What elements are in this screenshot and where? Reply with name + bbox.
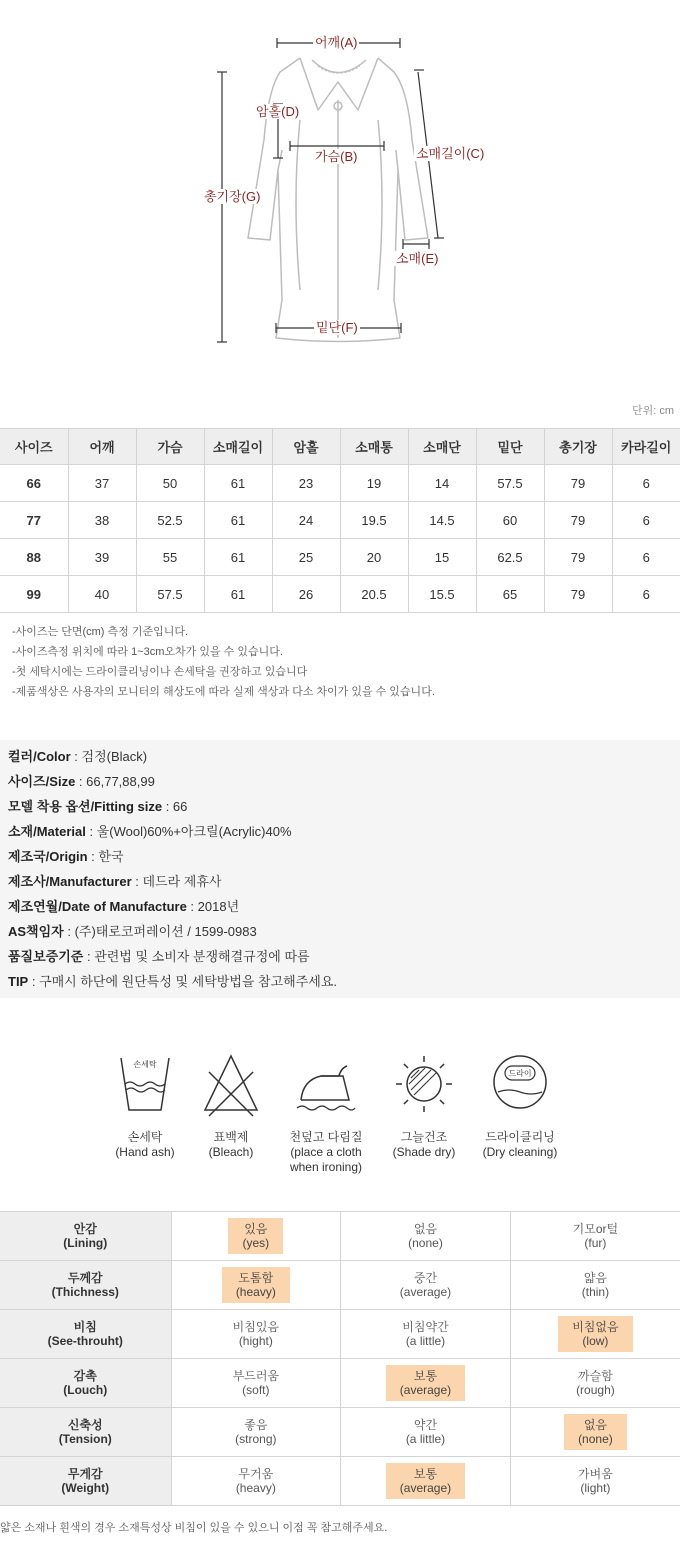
fabric-row-thickness [0, 1261, 680, 1310]
table-cell: 50 [136, 465, 204, 502]
table-cell: 57.5 [476, 465, 544, 502]
col-sleeve-width: 소매통 [340, 429, 408, 465]
shade-dry-icon [389, 1050, 459, 1122]
size-notes [12, 622, 435, 702]
fabric-option: 중간 (average) [341, 1261, 511, 1310]
care-dry-cleaning [470, 1050, 570, 1160]
spec-material: 소재/Material : 울(Wool)60%+아크릴(Acrylic)40% [8, 824, 292, 839]
dry-circle-text: 드라이 [508, 1069, 532, 1078]
spec-size: 사이즈/Size : 66,77,88,99 [8, 774, 155, 789]
dry-cleaning-icon [485, 1050, 555, 1122]
selected-option: 도톰함 (heavy) [222, 1267, 290, 1303]
care-label: 드라이클리닝 (Dry cleaning) [482, 1130, 558, 1159]
fabric-option: 없음 (none) [341, 1212, 511, 1261]
selected-option: 없음 (none) [564, 1414, 627, 1450]
table-cell: 38 [68, 502, 136, 539]
spec-color: 컬러/Color : 검정(Black) [8, 749, 148, 764]
col-shoulder: 어깨 [68, 429, 136, 465]
table-cell: 79 [544, 576, 612, 613]
table-cell: 39 [68, 539, 136, 576]
table-cell: 14.5 [408, 502, 476, 539]
size-table-header [0, 429, 680, 465]
fabric-key: 무게감 (Weight) [0, 1457, 171, 1506]
table-cell: 57.5 [136, 576, 204, 613]
label-cuff: 소매(E) [396, 251, 439, 266]
care-iron [276, 1050, 376, 1175]
table-cell: 37 [68, 465, 136, 502]
fabric-option [341, 1457, 511, 1506]
spec-origin: 제조국/Origin : 한국 [8, 849, 124, 864]
selected-option: 있음 (yes) [228, 1218, 283, 1254]
hand-wash-tub-text: 손세탁 [133, 1060, 157, 1069]
table-cell: 19 [340, 465, 408, 502]
iron-icon [291, 1050, 361, 1122]
fabric-option: 가벼움 (light) [510, 1457, 680, 1506]
label-chest: 가슴(B) [315, 149, 358, 164]
care-label: 천덮고 다림질 (place a cloth when ironing) [289, 1130, 363, 1174]
col-collar-length: 카라길이 [612, 429, 680, 465]
care-shade-dry [374, 1050, 474, 1160]
fabric-key: 두께감 (Thichness) [0, 1261, 171, 1310]
table-cell: 55 [136, 539, 204, 576]
fabric-option: 기모or털 (fur) [510, 1212, 680, 1261]
product-spec [0, 740, 680, 998]
fabric-row-touch [0, 1359, 680, 1408]
fabric-properties-table [0, 1211, 680, 1506]
fabric-key: 안감 (Lining) [0, 1212, 171, 1261]
table-cell: 65 [476, 576, 544, 613]
table-cell: 20 [340, 539, 408, 576]
fabric-key: 비침 (See-throuht) [0, 1310, 171, 1359]
table-cell: 25 [272, 539, 340, 576]
fabric-option: 무거움 (heavy) [171, 1457, 341, 1506]
footer-note: 얇은 소재나 흰색의 경우 소재특성상 비침이 있을 수 있으니 이점 꼭 참고해주세요. [0, 1522, 388, 1534]
fabric-key: 감촉 (Louch) [0, 1359, 171, 1408]
table-row [0, 502, 680, 539]
col-total-length: 총기장 [544, 429, 612, 465]
note-line: -사이즈측정 위치에 따라 1~3cm오차가 있을 수 있습니다. [12, 646, 283, 658]
care-label: 표백제 (Bleach) [208, 1130, 254, 1159]
table-cell: 66 [0, 465, 68, 502]
col-sleeve-length: 소매길이 [204, 429, 272, 465]
col-size: 사이즈 [0, 429, 68, 465]
fabric-option [510, 1408, 680, 1457]
table-cell: 6 [612, 539, 680, 576]
care-bleach [181, 1050, 281, 1160]
table-row [0, 539, 680, 576]
table-cell: 20.5 [340, 576, 408, 613]
fabric-row-lining [0, 1212, 680, 1261]
table-cell: 61 [204, 465, 272, 502]
size-table [0, 428, 680, 613]
table-cell: 24 [272, 502, 340, 539]
fabric-option: 까슬함 (rough) [510, 1359, 680, 1408]
table-cell: 6 [612, 502, 680, 539]
coat-diagram [0, 0, 680, 360]
fabric-option: 부드러움 (soft) [171, 1359, 341, 1408]
hand-wash-icon [115, 1050, 175, 1122]
table-cell: 99 [0, 576, 68, 613]
table-cell: 60 [476, 502, 544, 539]
selected-option: 비침없음 (low) [558, 1316, 632, 1352]
spec-as-contact: AS책임자 : (주)태로코퍼레이션 / 1599-0983 [8, 924, 257, 939]
table-cell: 79 [544, 502, 612, 539]
unit-label: 단위: cm [631, 405, 674, 417]
fabric-option: 얇음 (thin) [510, 1261, 680, 1310]
col-hem: 밑단 [476, 429, 544, 465]
selected-option: 보통 (average) [386, 1365, 465, 1401]
spec-tip: TIP : 구매시 하단에 원단특성 및 세탁방법을 참고해주세요. [8, 974, 338, 989]
table-cell: 79 [544, 539, 612, 576]
table-cell: 14 [408, 465, 476, 502]
table-cell: 15 [408, 539, 476, 576]
label-armhole: 암홀(D) [256, 104, 300, 119]
spec-fitting-size: 모델 착용 옵션/Fitting size : 66 [8, 799, 188, 814]
fabric-option: 비침약간 (a little) [341, 1310, 511, 1359]
fabric-option: 좋음 (strong) [171, 1408, 341, 1457]
label-hem: 밑단(F) [316, 320, 358, 335]
selected-option: 보통 (average) [386, 1463, 465, 1499]
table-cell: 61 [204, 502, 272, 539]
label-shoulder: 어깨(A) [315, 35, 358, 50]
no-bleach-icon [201, 1050, 261, 1122]
care-hand-wash [95, 1050, 195, 1160]
fabric-row-weight [0, 1457, 680, 1506]
table-cell: 23 [272, 465, 340, 502]
fabric-key: 신축성 (Tension) [0, 1408, 171, 1457]
col-cuff: 소매단 [408, 429, 476, 465]
table-row [0, 576, 680, 613]
note-line: -사이즈는 단면(cm) 측정 기준입니다. [12, 626, 189, 638]
note-line: -첫 세탁시에는 드라이클리닝이나 손세탁을 권장하고 있습니다 [12, 666, 308, 678]
fabric-option [171, 1261, 341, 1310]
table-cell: 6 [612, 576, 680, 613]
table-cell: 77 [0, 502, 68, 539]
table-cell: 62.5 [476, 539, 544, 576]
spec-manufacturer: 제조사/Manufacturer : 데드라 제휴사 [8, 874, 222, 889]
fabric-row-tension [0, 1408, 680, 1457]
fabric-option [341, 1359, 511, 1408]
coat-illustration [0, 0, 680, 360]
table-cell: 61 [204, 576, 272, 613]
table-cell: 40 [68, 576, 136, 613]
table-cell: 15.5 [408, 576, 476, 613]
fabric-option [171, 1212, 341, 1261]
care-label: 그늘건조 (Shade dry) [392, 1130, 456, 1159]
fabric-row-see-through [0, 1310, 680, 1359]
table-cell: 79 [544, 465, 612, 502]
table-cell: 6 [612, 465, 680, 502]
table-row [0, 465, 680, 502]
fabric-option: 약간 (a little) [341, 1408, 511, 1457]
table-cell: 52.5 [136, 502, 204, 539]
table-cell: 26 [272, 576, 340, 613]
care-label: 손세탁 (Hand ash) [115, 1130, 175, 1159]
col-armhole: 암홀 [272, 429, 340, 465]
spec-quality: 품질보증기준 : 관련법 및 소비자 분쟁해결규정에 따름 [8, 949, 310, 964]
table-cell: 88 [0, 539, 68, 576]
note-line: -제품색상은 사용자의 모니터의 해상도에 따라 실제 색상과 다소 차이가 있을 수 있습니다. [12, 686, 435, 698]
col-chest: 가슴 [136, 429, 204, 465]
care-instructions [0, 1050, 680, 1180]
table-cell: 19.5 [340, 502, 408, 539]
fabric-option: 비침있음 (hight) [171, 1310, 341, 1359]
fabric-option [510, 1310, 680, 1359]
label-total-length: 총기장(G) [204, 189, 261, 204]
table-cell: 61 [204, 539, 272, 576]
label-sleeve-length: 소매길이(C) [416, 146, 485, 161]
spec-date: 제조연월/Date of Manufacture : 2018년 [8, 899, 240, 914]
